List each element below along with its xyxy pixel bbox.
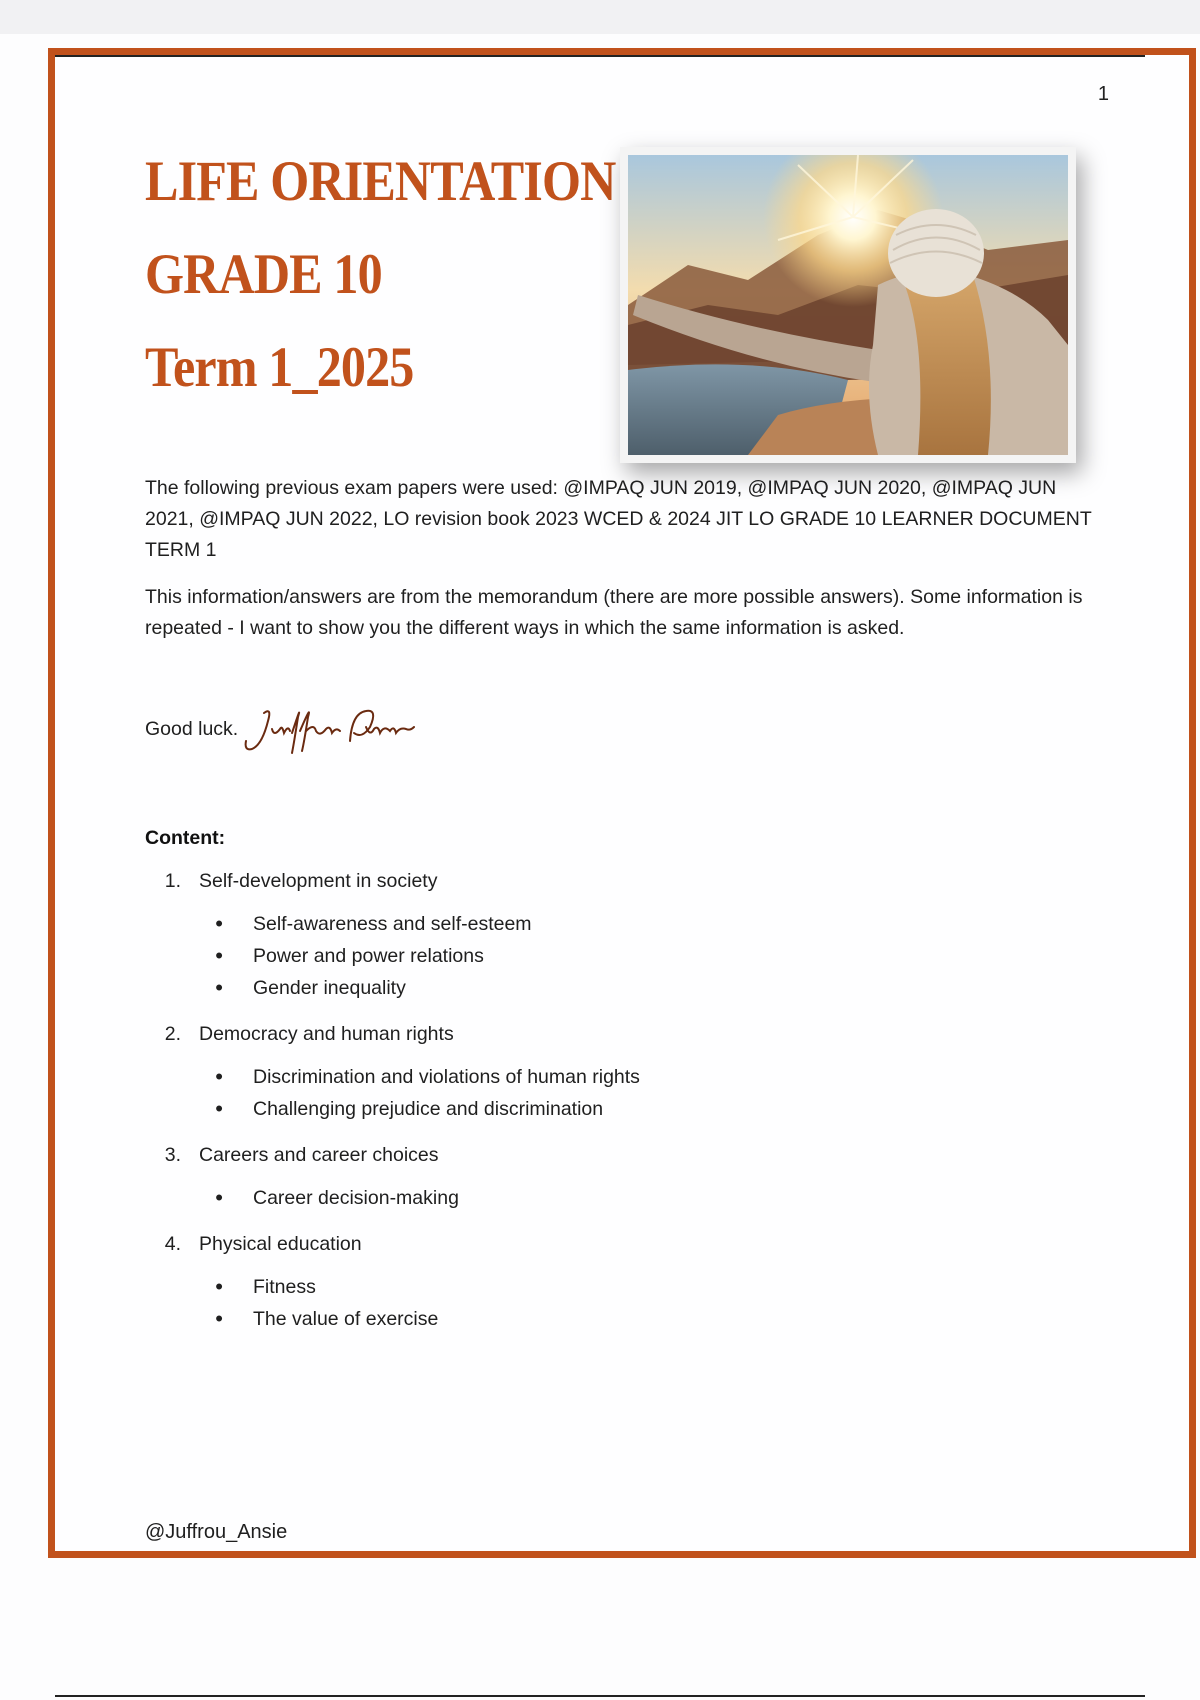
topic-item <box>145 1061 1045 1093</box>
bullet-icon: • <box>215 943 223 968</box>
section-number: 2. <box>164 1023 181 1045</box>
topic-label: Challenging prejudice and discrimination <box>253 1097 604 1120</box>
topic-label: Power and power relations <box>253 944 484 967</box>
topic-item <box>145 1303 1045 1335</box>
bullet-icon: • <box>215 1306 223 1331</box>
content-section <box>145 865 1045 1004</box>
sunrise-photo-illustration <box>628 155 1068 455</box>
content-heading: Content: <box>145 827 226 849</box>
page-number: 1 <box>1097 83 1109 105</box>
content-list <box>145 865 1045 1349</box>
topic-label: Discrimination and violations of human rights <box>253 1065 640 1088</box>
intro-text <box>145 473 1105 660</box>
topic-item <box>145 940 1045 972</box>
topic-item <box>145 1182 1045 1214</box>
good-luck-line <box>145 703 417 755</box>
signature <box>242 703 417 755</box>
signature-graphic <box>242 703 417 755</box>
bullet-icon: • <box>215 1064 223 1089</box>
viewer-top-strip <box>0 0 1200 34</box>
section-topics <box>145 908 1045 1004</box>
bullet-icon: • <box>215 911 223 936</box>
cover-photo <box>620 147 1076 463</box>
section-number: 1. <box>164 870 181 892</box>
title-block <box>145 150 616 432</box>
topic-label: Self-awareness and self-esteem <box>253 912 532 935</box>
good-luck-text: Good luck. <box>145 717 239 740</box>
section-number: 4. <box>164 1233 181 1255</box>
topic-item <box>145 1093 1045 1125</box>
topic-label: Fitness <box>253 1275 316 1298</box>
bullet-icon: • <box>215 975 223 1000</box>
title-subject: LIFE ORIENTATION <box>145 150 616 213</box>
section-title: Democracy and human rights <box>199 1023 454 1045</box>
content-section <box>145 1139 1045 1214</box>
author-handle: @Juffrou_Ansie <box>145 1521 288 1543</box>
topic-item <box>145 972 1045 1004</box>
topic-item <box>145 1271 1045 1303</box>
bullet-icon: • <box>215 1096 223 1121</box>
bullet-icon: • <box>215 1185 223 1210</box>
section-title: Physical education <box>199 1233 362 1255</box>
content-section <box>145 1018 1045 1125</box>
section-topics <box>145 1182 1045 1214</box>
topic-label: Gender inequality <box>253 976 406 999</box>
sources-paragraph: The following previous exam papers were used: @IMPAQ JUN 2019, @IMPAQ JUN 2020, @IMPAQ JUN 2021, @IMPAQ JUN 2022, LO revision book 2023 WCED & 2024 JIT LO GRADE 10 LEARNER DOCUMENT TERM 1 <box>145 477 1092 561</box>
title-grade: GRADE 10 <box>145 243 382 306</box>
bullet-icon: • <box>215 1274 223 1299</box>
section-number: 3. <box>164 1144 181 1166</box>
topic-label: Career decision-making <box>253 1186 459 1209</box>
document-page <box>48 48 1196 1558</box>
topic-label: The value of exercise <box>253 1307 439 1330</box>
next-page-top-rule <box>55 1695 1145 1697</box>
topic-item <box>145 908 1045 940</box>
page-top-rule <box>55 55 1145 57</box>
content-section <box>145 1228 1045 1335</box>
section-title: Self-development in society <box>199 870 438 892</box>
section-title: Careers and career choices <box>199 1144 439 1166</box>
section-topics <box>145 1271 1045 1335</box>
title-term: Term 1_2025 <box>145 336 414 399</box>
note-paragraph: This information/answers are from the memorandum (there are more possible answers). Some information is repeated - I want to show you the different ways in which the same information is asked. <box>145 586 1083 639</box>
section-topics <box>145 1061 1045 1125</box>
